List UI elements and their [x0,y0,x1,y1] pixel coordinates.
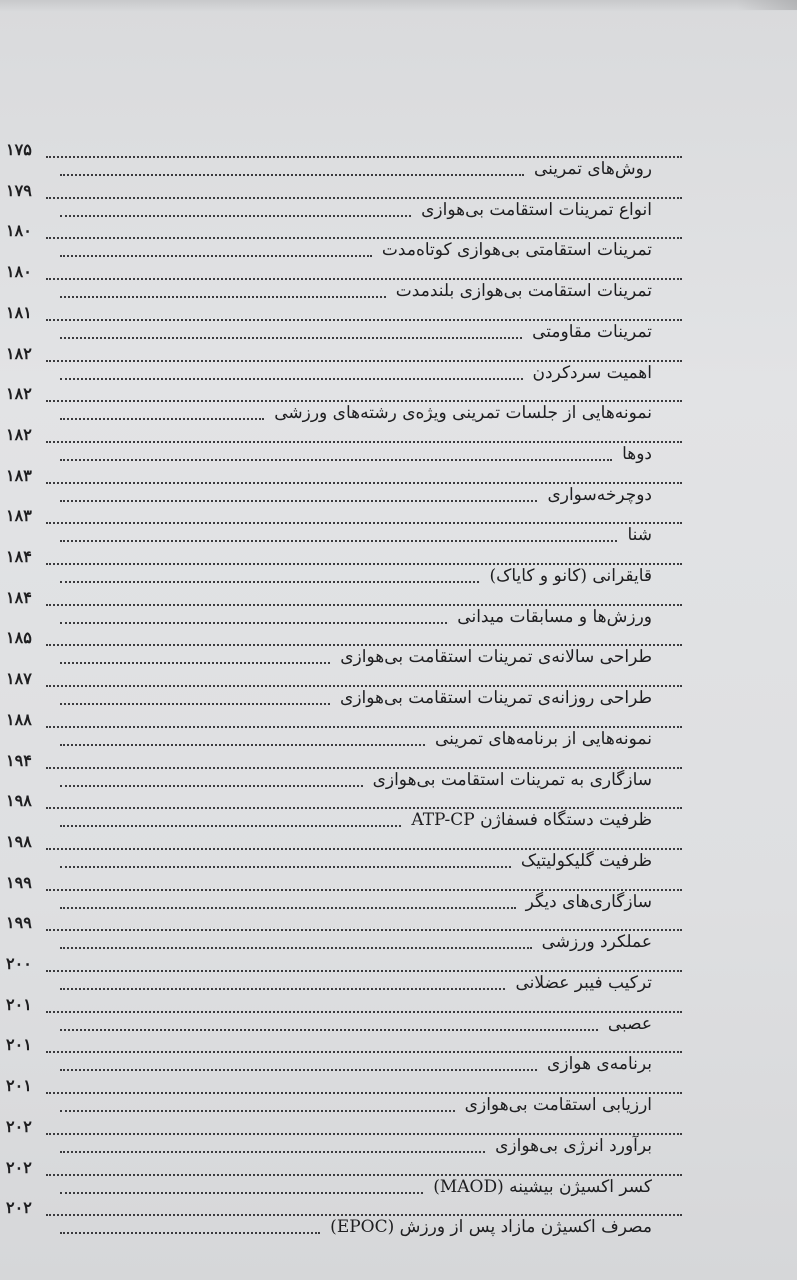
toc-entry-title: دوچرخه‌سواری [547,484,652,505]
toc-entry [0,1117,652,1157]
toc-entry-leader [46,439,682,443]
toc-entry-title: برنامه‌ی هوازی [547,1054,652,1075]
toc-entry [0,344,652,384]
toc-entry-title: طراحی سالانه‌ی تمرینات استقامت بی‌هوازی [340,647,652,668]
toc-entry-page: ۱۸۸ [6,709,32,729]
toc-entry-dots [60,1230,320,1234]
toc-entry [0,913,652,953]
toc-entry-page: ۱۸۲ [6,384,32,404]
toc-entry [0,140,652,180]
toc-entry-page: ۱۸۷ [6,669,32,689]
toc-entry [0,262,652,302]
toc-entry-page: ۱۹۹ [6,913,32,933]
toc-entry-dots [60,172,524,176]
toc-entry [0,710,652,750]
toc-entry-dots [60,457,612,461]
toc-entry-title: کسر اکسیژن بیشینه (MAOD) [433,1176,652,1197]
toc-entry-page: ۱۸۱ [6,302,32,322]
toc-entry [0,954,652,994]
toc-entry-dots [60,823,401,827]
toc-entry-dots [60,1027,598,1031]
toc-entry-title: سازگاری‌های دیگر [525,891,652,912]
toc-entry-title: قایقرانی (کانو و کایاک) [489,566,652,586]
toc-entry [0,466,652,506]
toc-entry-dots [60,620,447,624]
toc-entry-page: ۲۰۲ [6,1198,32,1218]
toc-entry-title: تمرینات استقامتی بی‌هوازی کوتاه‌مدت [381,240,652,261]
toc-entry-title: ورزش‌ها و مسابقات میدانی [457,606,652,627]
toc-entry [0,181,652,221]
toc-entry [0,547,652,587]
toc-entry-page: ۱۸۳ [6,506,32,526]
toc-entry-page: ۱۸۴ [6,587,32,607]
toc-entry [0,995,652,1035]
toc-entry-dots [60,1149,485,1153]
toc-entry-dots [60,538,617,542]
toc-entry [0,791,652,831]
toc-entry-dots [60,701,330,705]
toc-entry [0,425,652,465]
toc-entry-page: ۲۰۱ [6,1035,32,1055]
toc-entry-title: مصرف اکسیژن مازاد پس از ورزش (EPOC) [330,1217,652,1238]
toc-entry [0,221,652,261]
toc-entry [0,751,652,791]
toc-entry-title: سازگاری به تمرینات استقامت بی‌هوازی [372,769,652,790]
toc-entry [0,588,652,628]
toc-entry-page: ۱۹۸ [6,791,32,811]
toc-entry-dots [60,376,523,380]
toc-entry-dots [60,986,505,990]
toc-entry-title: نمونه‌هایی از برنامه‌های تمرینی [434,728,652,749]
toc-entry-page: ۱۸۵ [6,628,32,648]
toc-entry-dots [60,294,386,298]
toc-entry-title: ظرفیت گلیکولیتیک [520,850,652,871]
toc-entry-page: ۱۹۸ [6,831,32,851]
toc-entry-page: ۱۸۲ [6,343,32,363]
toc-entry-title: دوها [622,443,652,464]
toc-entry [0,873,652,913]
toc-entry-page: ۱۸۰ [6,221,32,241]
toc-entry [0,1076,652,1116]
toc-entry-page: ۲۰۱ [6,994,32,1014]
toc-entry-title: ترکیب فیبر عضلانی [515,973,652,993]
toc-entry-page: ۲۰۰ [6,954,32,973]
toc-entry-page: ۱۸۰ [6,262,32,282]
toc-entry-page: ۲۰۱ [6,1076,32,1096]
toc-entry [0,303,652,343]
toc-entry-dots [60,945,532,949]
toc-entry-title: انواع تمرینات استقامت بی‌هوازی [421,199,652,220]
toc-entry-dots [60,864,511,868]
toc-entry-title: ظرفیت دستگاه فسفاژن ATP-CP [411,810,652,831]
toc-entry [0,832,652,872]
toc-entry-dots [60,579,479,583]
toc-entry-dots [60,416,264,420]
toc-entry-dots [60,253,372,257]
toc-entry [0,1158,652,1198]
toc-entry [0,1198,652,1238]
toc-entry-title: تمرینات استقامت بی‌هوازی بلندمدت [395,281,652,302]
toc-entry-dots [60,335,522,339]
toc-entry [0,384,652,424]
toc-entry-page: ۲۰۲ [6,1157,32,1177]
toc-entry-dots [60,1190,423,1194]
toc-entry-page: ۱۹۴ [6,750,32,770]
toc-entry-title: شنا [627,525,652,546]
toc-entry-page: ۱۷۹ [6,180,32,200]
toc-entry-dots [60,660,330,664]
toc-entry-page: ۱۸۲ [6,424,32,444]
toc-entry-dots [60,783,363,787]
toc-entry-dots [60,213,411,217]
toc-entry-dots [60,742,425,746]
toc-entry-leader [46,1009,682,1013]
toc-entry-title: عملکرد ورزشی [541,932,652,953]
toc-entry-title: اهمیت سردکردن [532,362,652,383]
toc-entry-dots [60,1067,537,1071]
toc-entry-dots [60,498,537,502]
toc-entry-title: تمرینات مقاومتی [532,321,652,342]
toc-entry-title: نمونه‌هایی از جلسات تمرینی ویژه‌ی رشته‌های ورزشی [274,403,652,424]
toc-entry-page: ۱۷۵ [6,140,32,159]
toc-entry-page: ۱۹۹ [6,872,32,892]
toc-entry [0,669,652,709]
toc-entry-dots [60,1108,455,1112]
toc-entry-page: ۱۸۴ [6,547,32,566]
toc-entry-title: روش‌های تمرینی [534,159,652,179]
toc-entry [0,1035,652,1075]
toc-entry [0,628,652,668]
toc-entry-leader [46,520,682,524]
toc-entry-title: عصبی [607,1013,652,1034]
toc-entry-dots [60,905,516,909]
toc-entry-page: ۲۰۲ [6,1116,32,1136]
toc-entry-page: ۱۸۳ [6,465,32,485]
toc-entry-title: برآورد انرژی بی‌هوازی [495,1135,652,1156]
toc-entry-title: ارزیابی استقامت بی‌هوازی [464,1095,652,1116]
toc-entry-title: طراحی روزانه‌ی تمرینات استقامت بی‌هوازی [340,688,652,709]
toc-entry [0,506,652,546]
